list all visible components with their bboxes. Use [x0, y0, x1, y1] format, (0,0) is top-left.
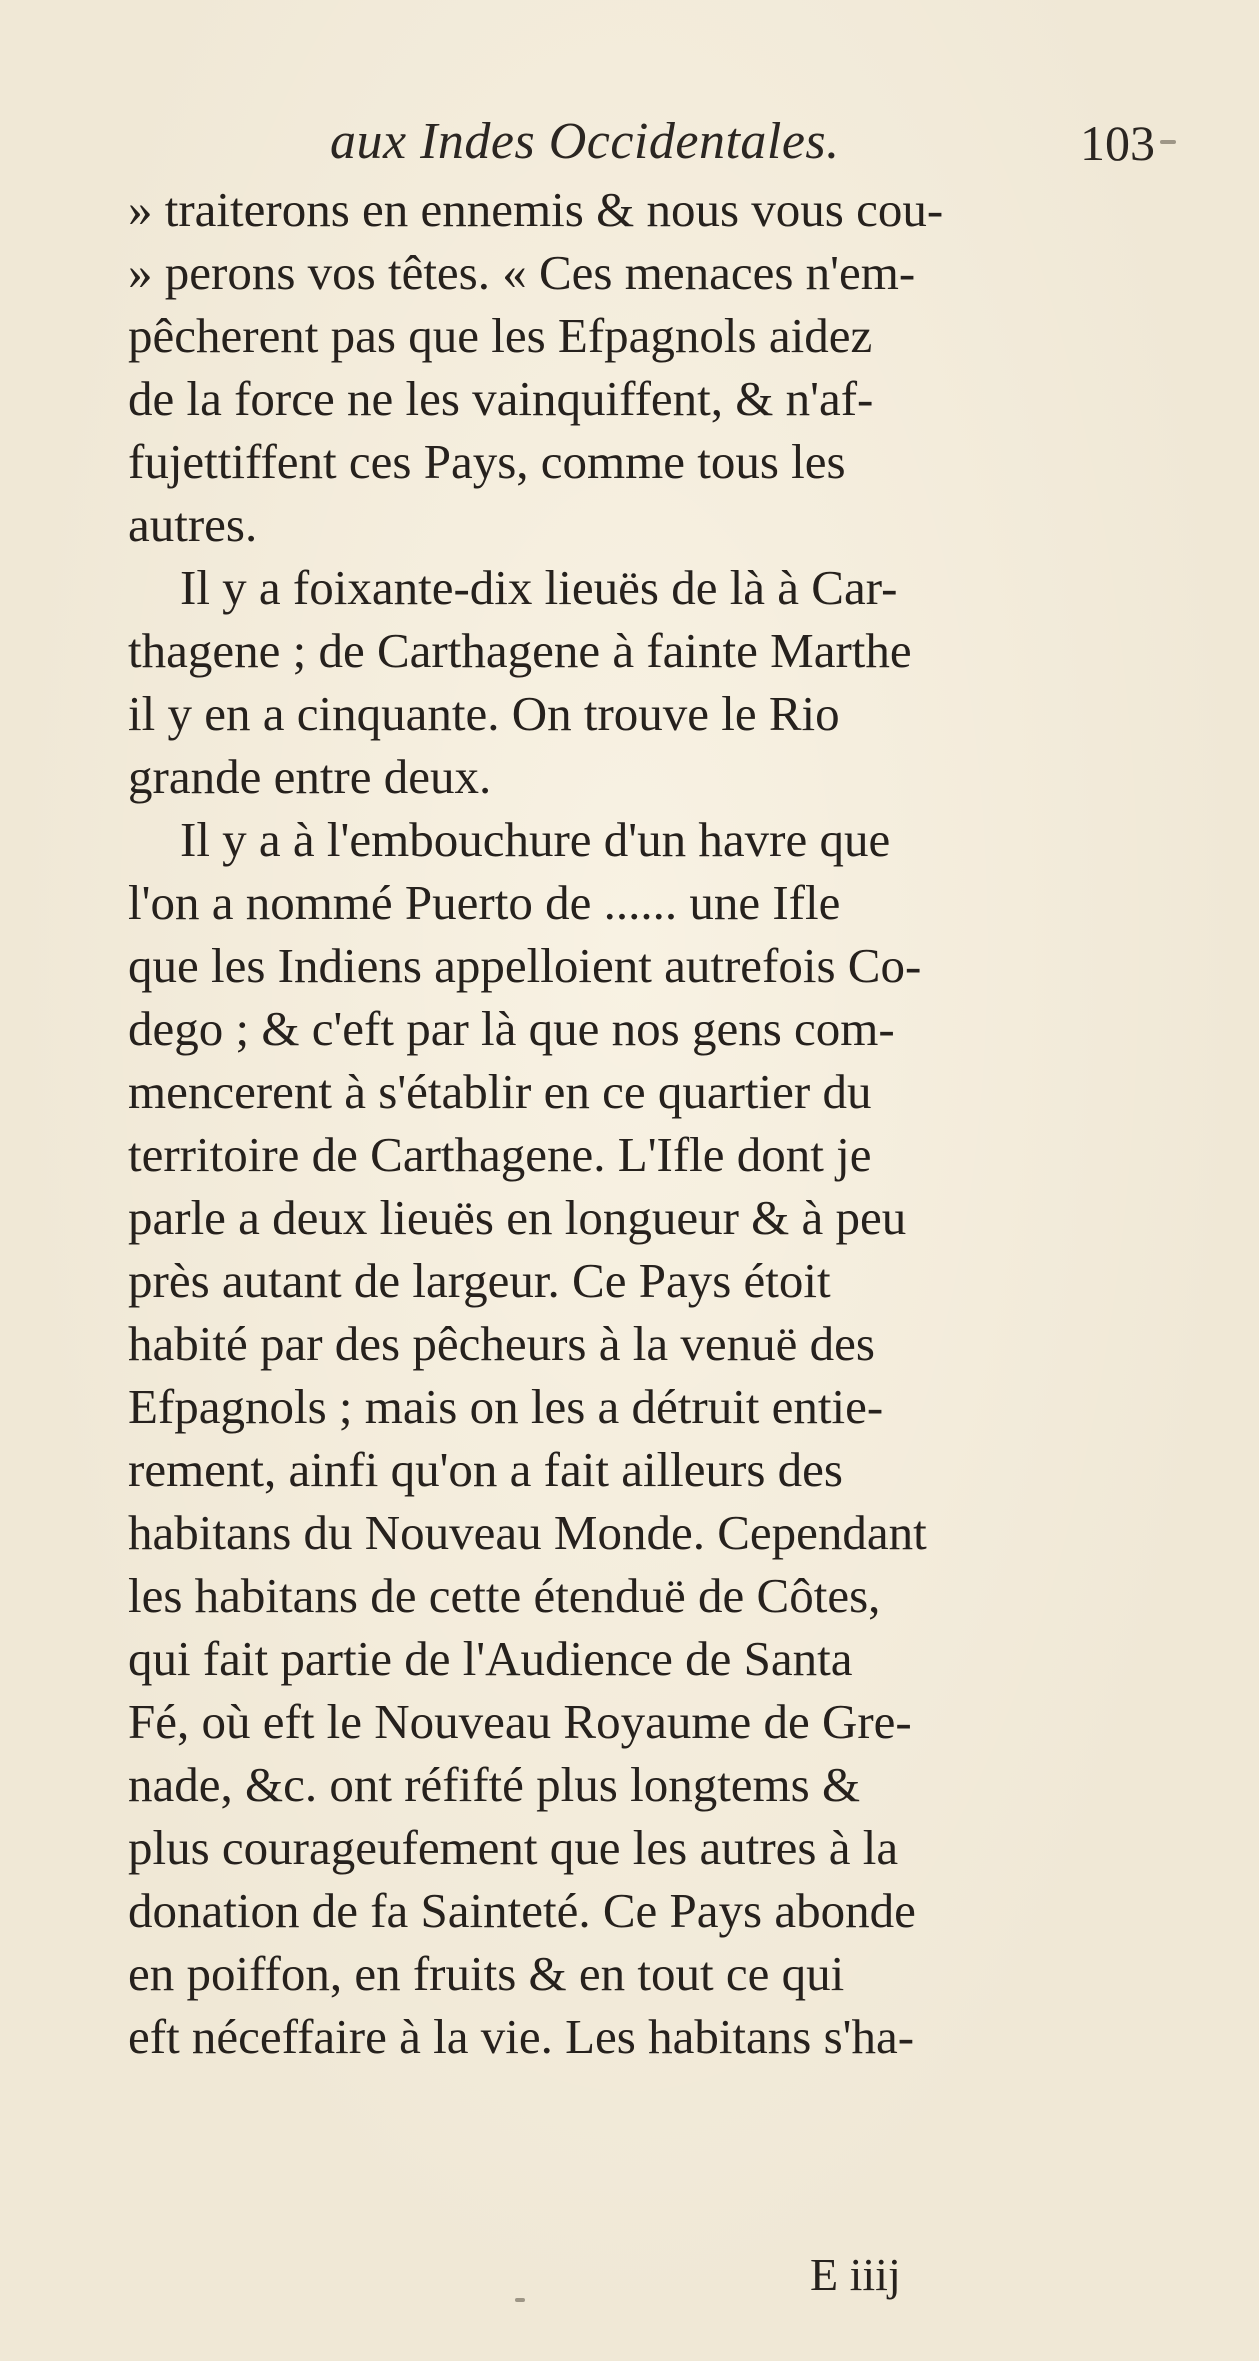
- text-line: de la force ne les vainquiffent, & n'af-: [128, 371, 874, 426]
- text-line: Il y a à l'embouchure d'un havre que: [180, 812, 891, 867]
- text-line: » perons vos têtes. « Ces menaces n'em-: [128, 245, 916, 300]
- ink-speck: [1160, 140, 1176, 144]
- text-line: en poiffon, en fruits & en tout ce qui: [128, 1946, 845, 2001]
- text-line: » traiterons en ennemis & nous vous cou-: [128, 182, 944, 237]
- running-head: [0, 112, 1259, 182]
- text-line: territoire de Carthagene. L'Ifle dont je: [128, 1127, 872, 1182]
- text-line: Efpagnols ; mais on les a détruit entie-: [128, 1379, 884, 1434]
- text-line: dego ; & c'eft par là que nos gens com-: [128, 1001, 895, 1056]
- text-line: pêcherent pas que les Efpagnols aidez: [128, 308, 873, 363]
- text-line: eft néceffaire à la vie. Les habitans s'ha-: [128, 2009, 915, 2064]
- text-line: parle a deux lieuës en longueur & à peu: [128, 1190, 907, 1245]
- page-number: 103: [1080, 115, 1155, 171]
- text-line: habité par des pêcheurs à la venuë des: [128, 1316, 875, 1371]
- text-line: fujettiffent ces Pays, comme tous les: [128, 434, 846, 489]
- text-line: Il y a foixante-dix lieuës de là à Car-: [180, 560, 898, 615]
- text-line: l'on a nommé Puerto de ...... une Ifle: [128, 875, 841, 930]
- running-head-title: aux Indes Occidentales.: [330, 113, 840, 170]
- text-line: Fé, où eft le Nouveau Royaume de Gre-: [128, 1694, 912, 1749]
- text-line: que les Indiens appelloient autrefois Co-: [128, 938, 922, 993]
- text-line: donation de fa Sainteté. Ce Pays abonde: [128, 1883, 916, 1938]
- text-line: qui fait partie de l'Audience de Santa: [128, 1631, 853, 1686]
- text-line: habitans du Nouveau Monde. Cependant: [128, 1505, 927, 1560]
- text-line: thagene ; de Carthagene à fainte Marthe: [128, 623, 912, 678]
- ink-speck: [515, 2298, 525, 2302]
- text-line: plus courageufement que les autres à la: [128, 1820, 899, 1875]
- text-line: autres.: [128, 497, 258, 552]
- text-line: grande entre deux.: [128, 749, 492, 804]
- text-line: les habitans de cette étenduë de Côtes,: [128, 1568, 881, 1623]
- signature-mark: E iiij: [810, 2249, 901, 2300]
- text-line: rement, ainfi qu'on a fait ailleurs des: [128, 1442, 843, 1497]
- text-line: mencerent à s'établir en ce quartier du: [128, 1064, 872, 1119]
- text-line: il y en a cinquante. On trouve le Rio: [128, 686, 840, 741]
- text-line: nade, &c. ont réfifté plus longtems &: [128, 1757, 861, 1812]
- text-line: près autant de largeur. Ce Pays étoit: [128, 1253, 831, 1308]
